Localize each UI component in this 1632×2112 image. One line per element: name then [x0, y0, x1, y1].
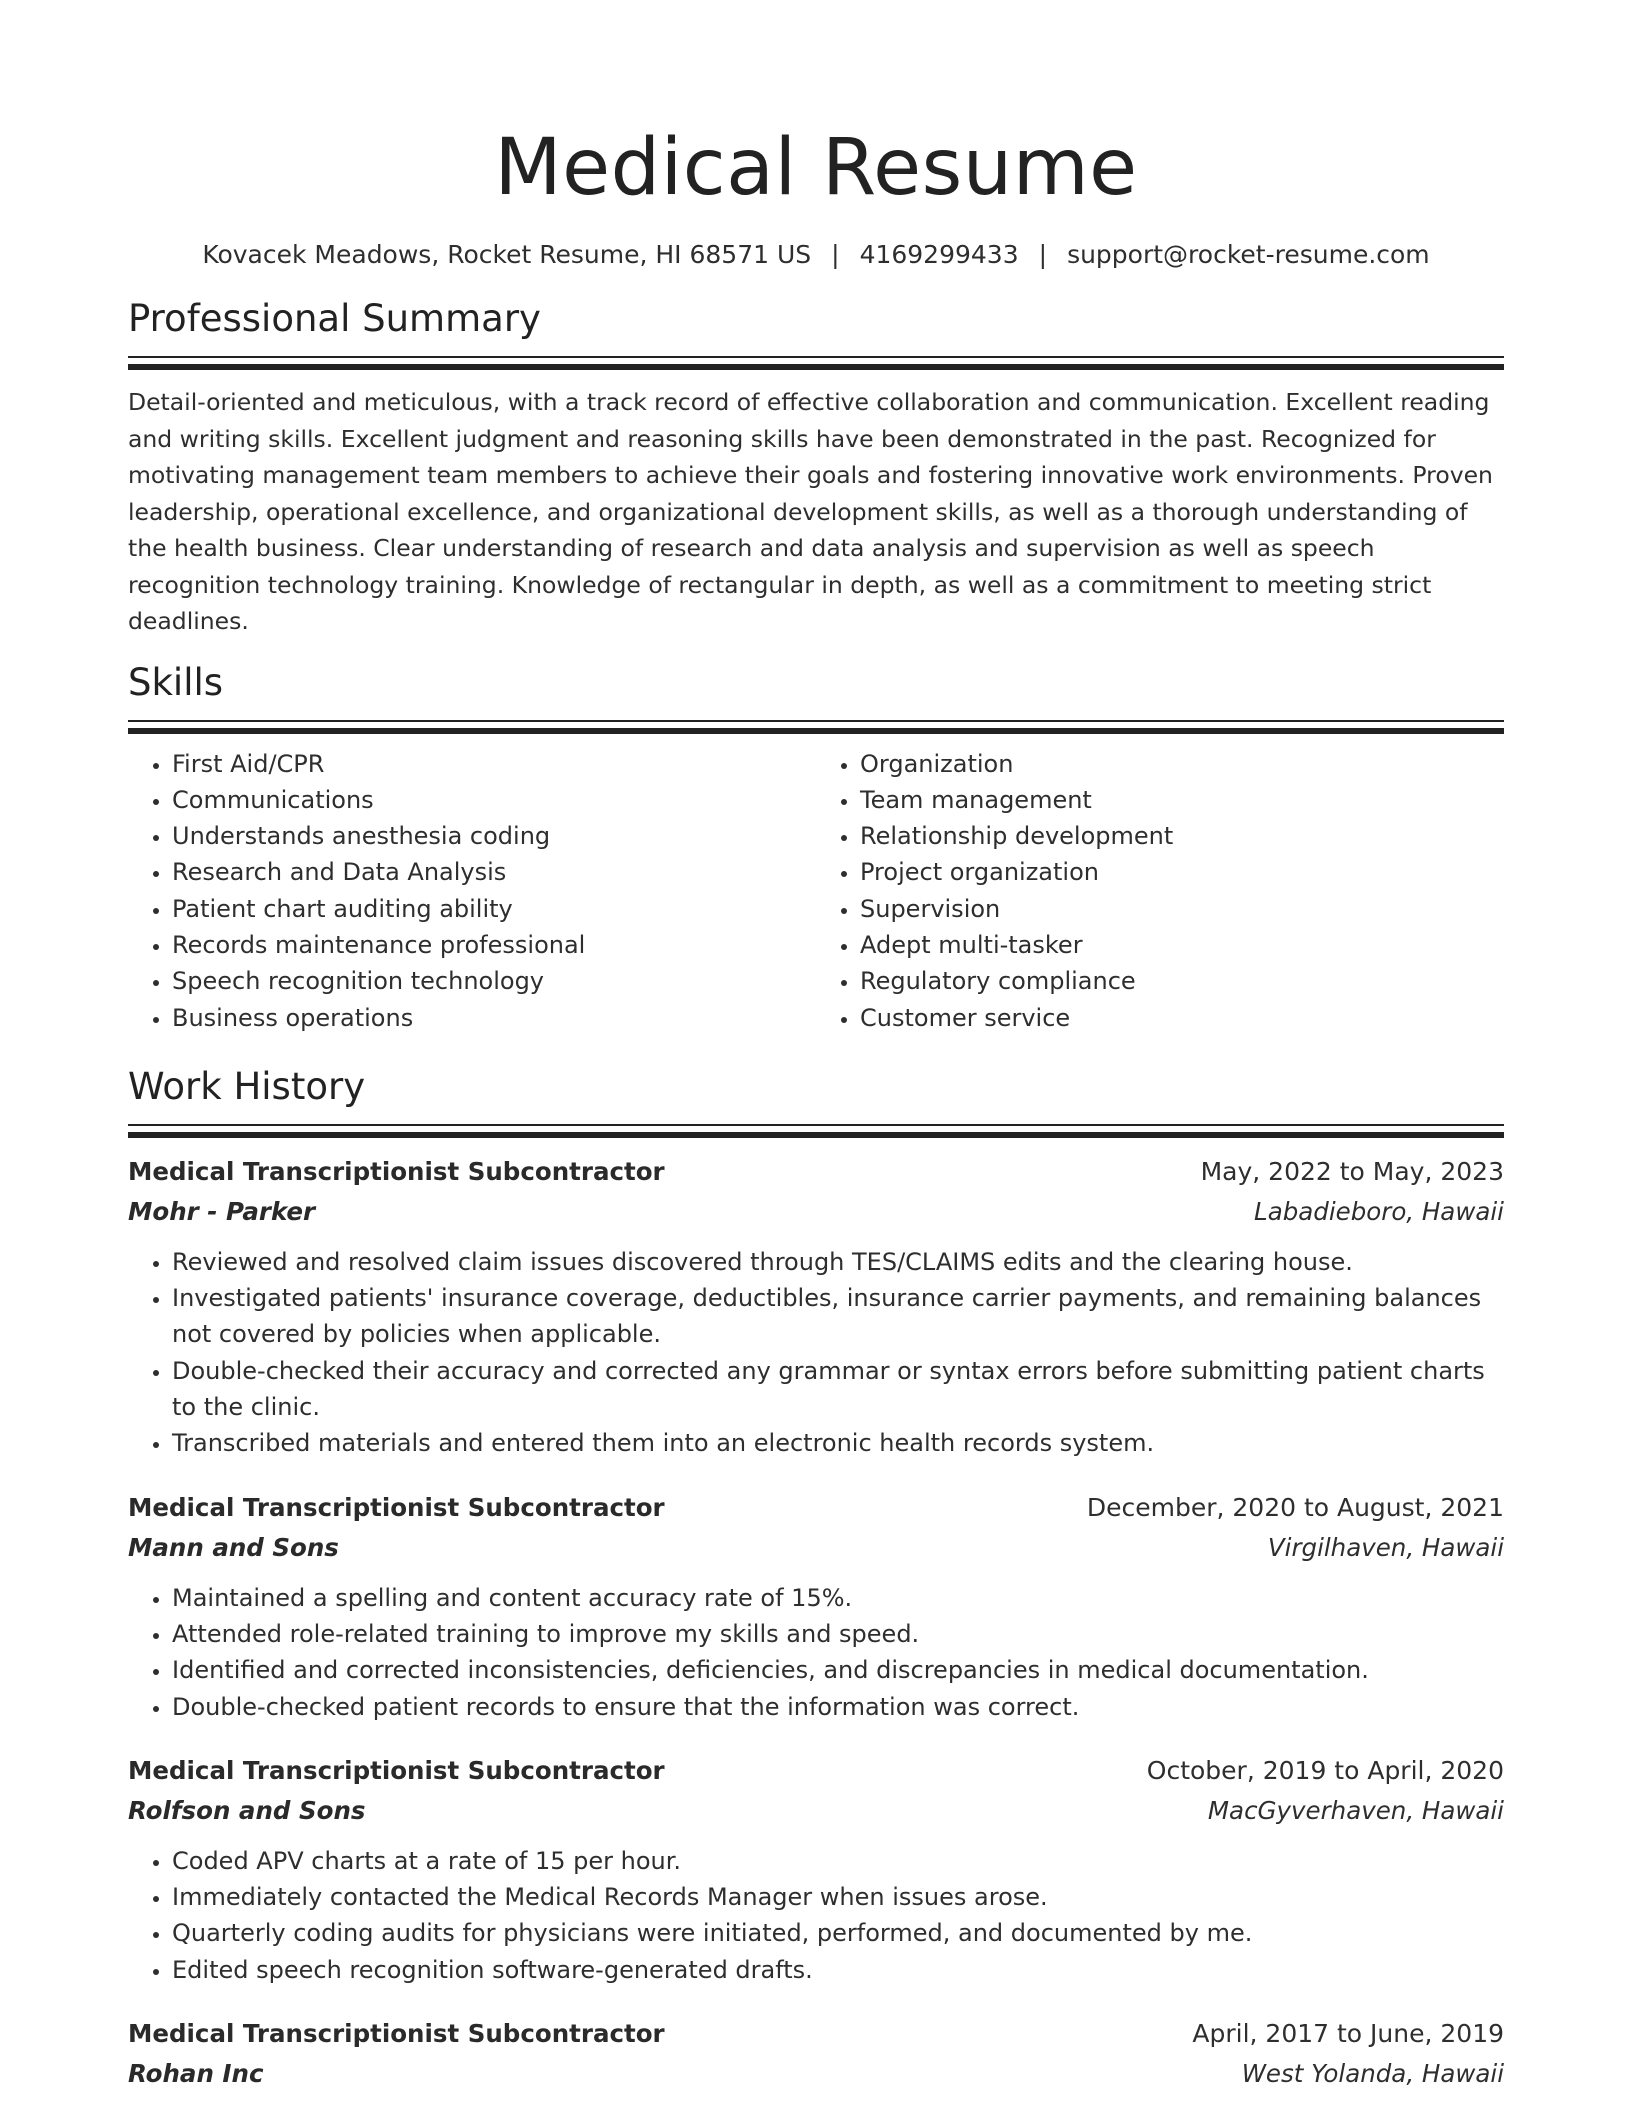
job-bullet: • Immediately contacted the Medical Records Manager when issues arose. [172, 1879, 1504, 1915]
contact-address: Kovacek Meadows, Rocket Resume, HI 68571 US [202, 240, 812, 269]
skills-list-left [128, 746, 816, 1036]
skill-item: • Project organization [860, 854, 1504, 890]
resume-title: Medical Resume [494, 123, 1138, 213]
job-company-row [128, 1192, 1504, 1232]
job-bullet: • Investigated patients' insurance coverage, deductibles, insurance carrier payments, and remaining balances not covered by policies when applicable. [172, 1280, 1504, 1353]
skill-item: • Records maintenance professional [172, 927, 816, 963]
job-dates: May, 2022 to May, 2023 [1200, 1156, 1504, 1186]
job-company: Mann and Sons [128, 1532, 339, 1562]
contact-email: support@rocket-resume.com [1067, 240, 1430, 269]
skill-item: • Team management [860, 782, 1504, 818]
job-title: Medical Transcriptionist Subcontractor [128, 1492, 665, 1522]
job-bullets [128, 1580, 1504, 1725]
job-header-row [128, 1152, 1504, 1192]
job-bullet: • Coded APV charts at a rate of 15 per hour. [172, 1843, 1504, 1879]
job-dates: April, 2017 to June, 2019 [1192, 2019, 1504, 2049]
job-company-row [128, 1528, 1504, 1568]
skill-item: • Customer service [860, 1000, 1504, 1036]
job-title: Medical Transcriptionist Subcontractor [128, 1755, 665, 1785]
job-dates: December, 2020 to August, 2021 [1086, 1492, 1504, 1522]
skill-item: • Patient chart auditing ability [172, 891, 816, 927]
job-bullet: • Quarterly coding audits for physicians were initiated, performed, and documented by me. [172, 1915, 1504, 1951]
summary-section [128, 296, 1504, 640]
job-bullet: • Identified and corrected inconsistencies, deficiencies, and discrepancies in medical documentation. [172, 1652, 1504, 1688]
job-entry [128, 1152, 1504, 1462]
job-bullet: • Attended role-related training to improve my skills and speed. [172, 1616, 1504, 1652]
work-section [128, 1064, 1504, 2094]
skills-section [128, 660, 1504, 1036]
contact-phone: 4169299433 [859, 240, 1019, 269]
contact-separator: | [831, 240, 840, 269]
section-rule-thick [128, 1132, 1504, 1138]
section-rule [128, 720, 1504, 722]
job-bullets [128, 1843, 1504, 1988]
skill-item: • Relationship development [860, 818, 1504, 854]
section-rule-thick [128, 364, 1504, 370]
job-dates: October, 2019 to April, 2020 [1146, 1755, 1504, 1785]
job-location: Labadieboro, Hawaii [1254, 1196, 1504, 1226]
skill-item: • Regulatory compliance [860, 963, 1504, 999]
job-header-row [128, 1488, 1504, 1528]
summary-heading: Professional Summary [128, 297, 541, 340]
job-location: Virgilhaven, Hawaii [1267, 1532, 1504, 1562]
job-entry [128, 1751, 1504, 1988]
skill-item: • Understands anesthesia coding [172, 818, 816, 854]
job-bullet: • Edited speech recognition software-generated drafts. [172, 1952, 1504, 1988]
skill-item: • First Aid/CPR [172, 746, 816, 782]
job-company: Rohan Inc [128, 2059, 264, 2089]
skills-columns [128, 746, 1504, 1036]
skill-item: • Communications [172, 782, 816, 818]
skill-item: • Business operations [172, 1000, 816, 1036]
summary-text: Detail-oriented and meticulous, with a track record of effective collaboration and communication. Excellent reading and writing skills. Excellent judgment and reasoning skills have been demonstrated in the past. Recognized for motivating management team members to achieve their goals and fostering innovative work environments. Proven leadership, operational excellence, and organizational development skills, as well as a thorough understanding of the health business. Clear understanding of research and data analysis and supervision as well as speech recognition technology training. Knowledge of rectangular in depth, as well as a commitment to meeting strict deadlines. [128, 388, 1493, 635]
job-bullet: • Double-checked their accuracy and corrected any grammar or syntax errors before submitting patient charts to the clinic. [172, 1353, 1504, 1426]
job-location: MacGyverhaven, Hawaii [1207, 1795, 1504, 1825]
job-location: West Yolanda, Hawaii [1241, 2059, 1504, 2089]
section-rule [128, 356, 1504, 358]
skill-item: • Research and Data Analysis [172, 854, 816, 890]
job-bullet: • Double-checked patient records to ensure that the information was correct. [172, 1689, 1504, 1725]
skills-list-right [816, 746, 1504, 1036]
job-header-row [128, 1751, 1504, 1791]
skill-item: • Organization [860, 746, 1504, 782]
resume-page [128, 0, 1504, 2094]
job-company-row [128, 2054, 1504, 2094]
skill-item: • Adept multi-tasker [860, 927, 1504, 963]
skills-heading: Skills [128, 660, 224, 704]
job-title: Medical Transcriptionist Subcontractor [128, 1156, 665, 1186]
job-bullets [128, 1244, 1504, 1462]
job-bullet: • Reviewed and resolved claim issues discovered through TES/CLAIMS edits and the clearing house. [172, 1244, 1504, 1280]
job-company: Rolfson and Sons [128, 1795, 366, 1825]
work-heading: Work History [128, 1064, 366, 1108]
job-bullet: • Maintained a spelling and content accuracy rate of 15%. [172, 1580, 1504, 1616]
skill-item: • Supervision [860, 891, 1504, 927]
job-company: Mohr - Parker [128, 1196, 316, 1226]
contact-line [128, 238, 1504, 272]
skill-item: • Speech recognition technology [172, 963, 816, 999]
contact-separator: | [1038, 240, 1048, 269]
job-bullet: • Transcribed materials and entered them into an electronic health records system. [172, 1425, 1504, 1461]
job-entry [128, 1488, 1504, 1725]
job-header-row [128, 2014, 1504, 2054]
job-title: Medical Transcriptionist Subcontractor [128, 2019, 665, 2049]
job-company-row [128, 1791, 1504, 1831]
section-rule [128, 1124, 1504, 1126]
job-entry [128, 2014, 1504, 2094]
section-rule-thick [128, 728, 1504, 734]
